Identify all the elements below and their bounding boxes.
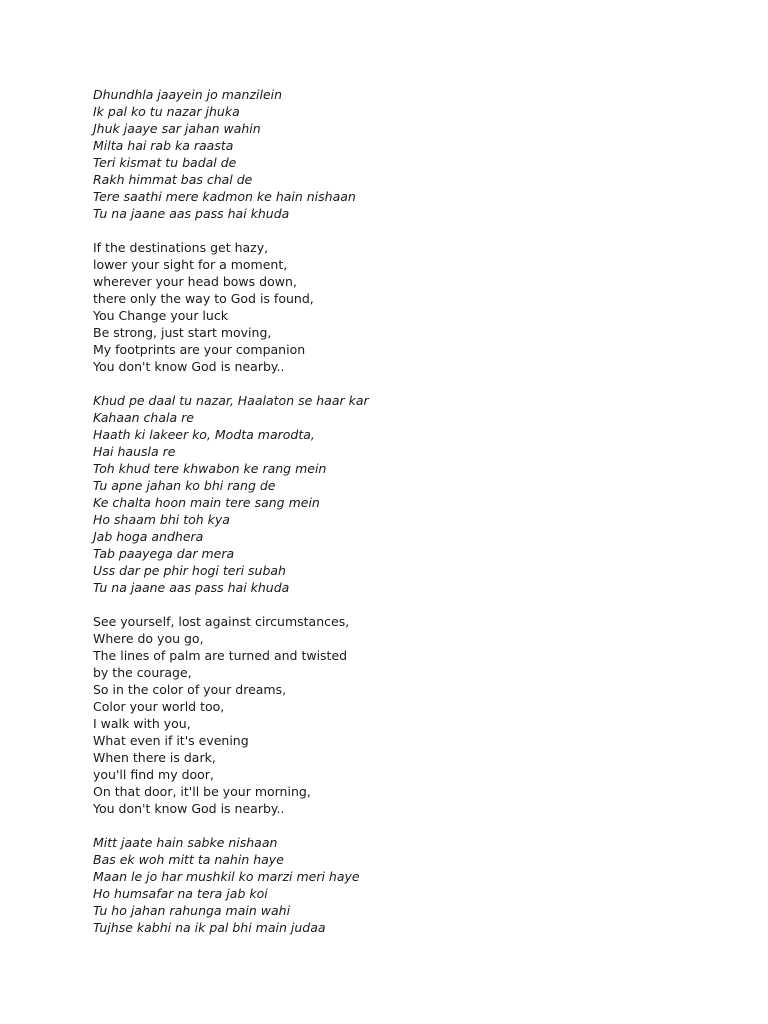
lyric-line: Ke chalta hoon main tere sang mein — [93, 495, 320, 510]
lyric-line: My footprints are your companion — [93, 342, 306, 357]
lyric-line: Mitt jaate hain sabke nishaan — [93, 835, 278, 850]
lyric-line: Milta hai rab ka raasta — [93, 138, 234, 153]
lyric-line: Color your world too, — [93, 699, 225, 714]
lyric-line: Be strong, just start moving, — [93, 325, 272, 340]
lyric-line: What even if it's evening — [93, 733, 249, 748]
lyric-line: there only the way to God is found, — [93, 291, 314, 306]
lyric-line: So in the color of your dreams, — [93, 682, 287, 697]
lyric-line: You Change your luck — [93, 308, 228, 323]
lyric-line: See yourself, lost against circumstances, — [93, 614, 350, 629]
stanza-hindi — [93, 834, 693, 936]
lyric-line: Tu apne jahan ko bhi rang de — [93, 478, 276, 493]
lyric-line: lower your sight for a moment, — [93, 257, 288, 272]
lyric-line: Tere saathi mere kadmon ke hain nishaan — [93, 189, 356, 204]
lyric-line: Tujhse kabhi na ik pal bhi main judaa — [93, 920, 326, 935]
lyric-line: Tu na jaane aas pass hai khuda — [93, 580, 290, 595]
lyric-line: Tab paayega dar mera — [93, 546, 235, 561]
lyric-line: Rakh himmat bas chal de — [93, 172, 253, 187]
stanza-hindi — [93, 392, 693, 596]
lyric-line: The lines of palm are turned and twisted — [93, 648, 348, 663]
lyric-line: Teri kismat tu badal de — [93, 155, 237, 170]
lyric-line: On that door, it'll be your morning, — [93, 784, 311, 799]
lyric-line: Tu na jaane aas pass hai khuda — [93, 206, 290, 221]
lyric-line: Kahaan chala re — [93, 410, 194, 425]
stanza-english — [93, 613, 693, 817]
lyric-line: Toh khud tere khwabon ke rang mein — [93, 461, 327, 476]
lyric-line: Jhuk jaaye sar jahan wahin — [93, 121, 261, 136]
lyric-line: Ho humsafar na tera jab koi — [93, 886, 268, 901]
lyric-line: Hai hausla re — [93, 444, 176, 459]
lyric-line: Where do you go, — [93, 631, 204, 646]
lyric-line: Ho shaam bhi toh kya — [93, 512, 230, 527]
lyric-line: you'll find my door, — [93, 767, 214, 782]
lyric-line: Tu ho jahan rahunga main wahi — [93, 903, 291, 918]
lyric-line: by the courage, — [93, 665, 192, 680]
lyric-line: If the destinations get hazy, — [93, 240, 269, 255]
stanza-english — [93, 239, 693, 375]
lyrics-body — [93, 86, 693, 953]
lyric-line: When there is dark, — [93, 750, 216, 765]
lyric-line: Jab hoga andhera — [93, 529, 204, 544]
lyric-line: You don't know God is nearby.. — [93, 801, 285, 816]
lyric-line: Uss dar pe phir hogi teri subah — [93, 563, 286, 578]
lyric-line: You don't know God is nearby.. — [93, 359, 285, 374]
lyric-line: Bas ek woh mitt ta nahin haye — [93, 852, 284, 867]
lyric-line: Haath ki lakeer ko, Modta marodta, — [93, 427, 315, 442]
lyric-line: Maan le jo har mushkil ko marzi meri haye — [93, 869, 360, 884]
lyric-line: I walk with you, — [93, 716, 191, 731]
lyric-line: Dhundhla jaayein jo manzilein — [93, 87, 283, 102]
lyric-line: wherever your head bows down, — [93, 274, 297, 289]
lyric-line: Khud pe daal tu nazar, Haalaton se haar kar — [93, 393, 369, 408]
lyric-line: Ik pal ko tu nazar jhuka — [93, 104, 240, 119]
stanza-hindi — [93, 86, 693, 222]
